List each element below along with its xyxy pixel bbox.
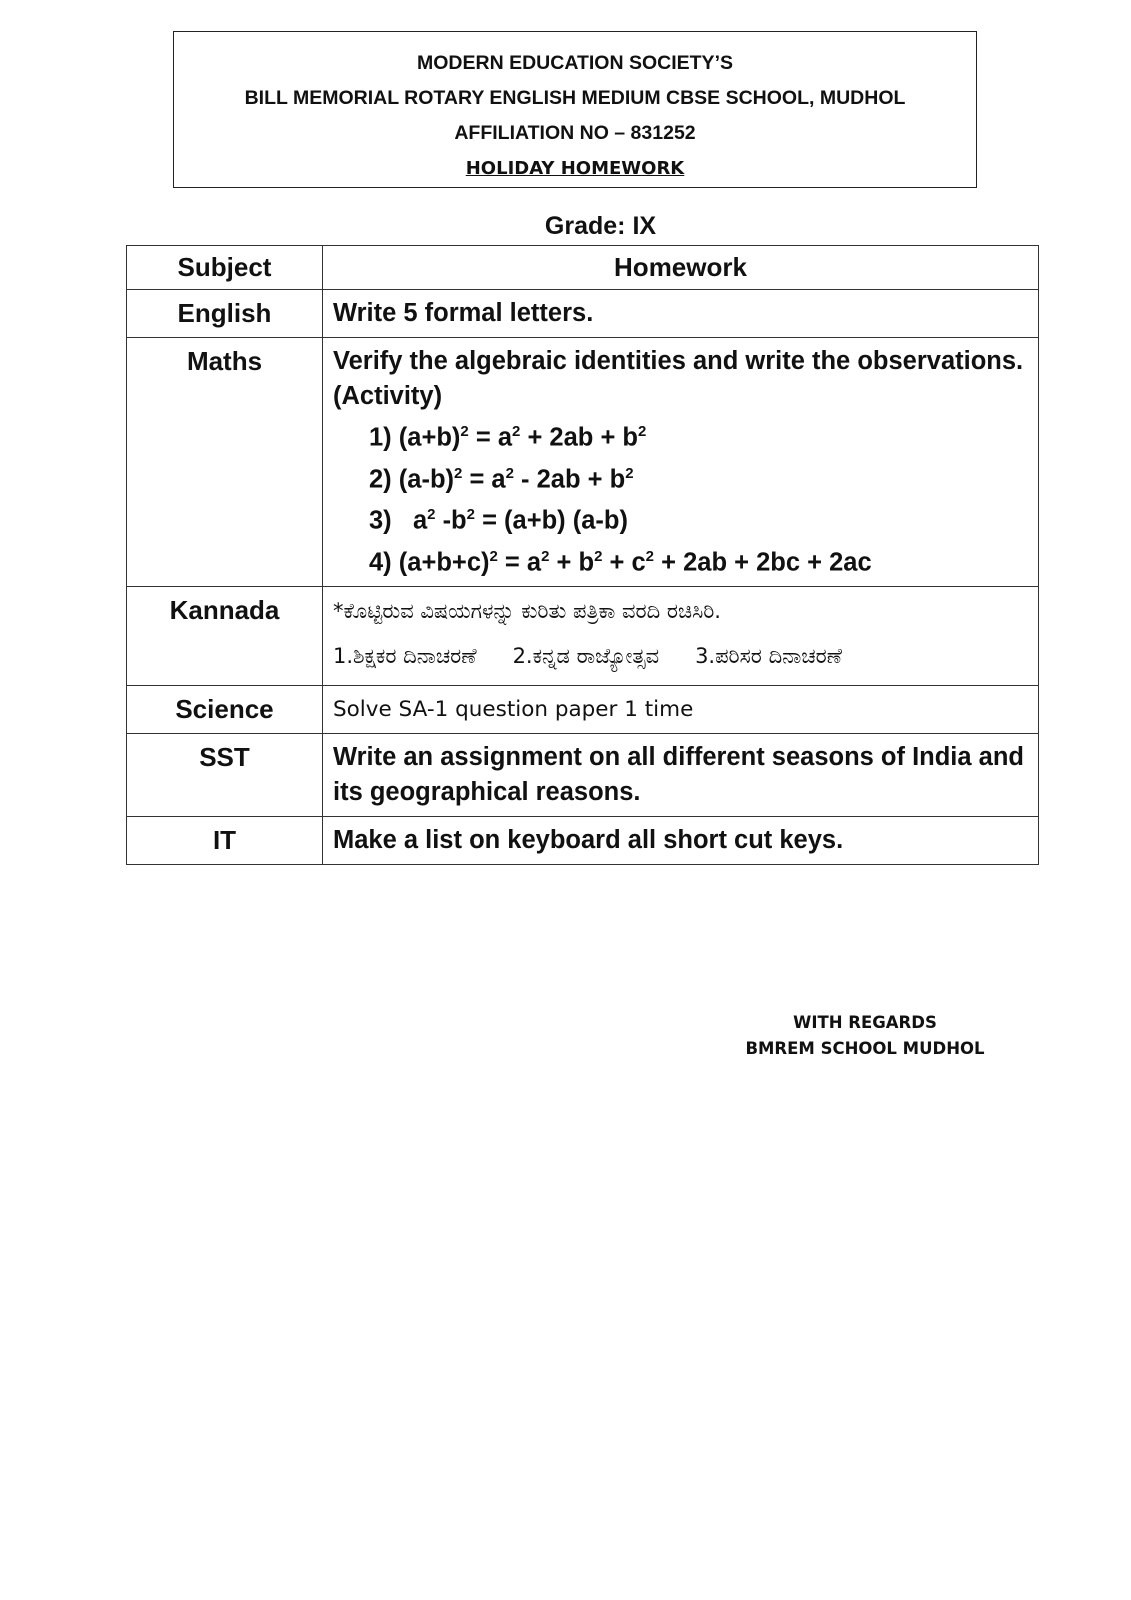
- table-row: [127, 817, 1039, 865]
- homework-english: Write 5 formal letters.: [323, 290, 1039, 338]
- identity-3: 3) $a^2$ $-b^2 = (a+b)$ (a-b): [369, 506, 628, 535]
- school-name: BILL MEMORIAL ROTARY ENGLISH MEDIUM CBSE SCHOOL, MUDHOL: [244, 87, 906, 109]
- identity-4: 4) $(a+b+c)^2 = a^2 + b^2 + c^2 + 2ab + 2bc + 2ac$: [369, 547, 872, 576]
- subject-it: IT: [127, 817, 323, 865]
- homework-column-header: Homework: [323, 246, 1039, 290]
- society-name: MODERN EDUCATION SOCIETY’S: [417, 52, 733, 74]
- grade-label: Grade: IX: [544, 212, 657, 240]
- homework-maths: [323, 338, 1039, 587]
- homework-science: Solve SA-1 question paper 1 time: [323, 686, 1039, 734]
- subject-sst: SST: [127, 734, 323, 817]
- homework-sst: Write an assignment on all different seasons of India and its geographical reasons.: [323, 734, 1039, 817]
- homework-kannada: [323, 587, 1039, 686]
- table-header-row: [127, 246, 1039, 290]
- kannada-instructions: *ಕೊಟ್ಟಿರುವ ವಿಷಯಗಳನ್ನು ಕುರಿತು ಪತ್ರಿಕಾ ವರದಿ ರಚಿಸಿರಿ.: [333, 599, 721, 623]
- kannada-topic-1: 1.ಶಿಕ್ಷಕರ ದಿನಾಚರಣೆ: [333, 644, 477, 668]
- subject-maths: Maths: [127, 338, 323, 587]
- table-row: [127, 686, 1039, 734]
- school-signature: BMREM SCHOOL MUDHOL: [745, 1039, 985, 1058]
- kannada-topic-3: 3.ಪರಿಸರ ದಿನಾಚರಣೆ: [695, 644, 842, 668]
- table-row: [127, 338, 1039, 587]
- table-row: [127, 734, 1039, 817]
- kannada-topic-list: [333, 634, 1028, 679]
- grade-heading: [0, 212, 1131, 241]
- closing-signature: [740, 1010, 990, 1062]
- affiliation-number: AFFILIATION NO – 831252: [454, 122, 696, 144]
- subject-science: Science: [127, 686, 323, 734]
- kannada-topic-2: 2.ಕನ್ನಡ ರಾಜ್ಯೋತ್ಸವ: [512, 644, 660, 668]
- subject-english: English: [127, 290, 323, 338]
- table-row: [127, 290, 1039, 338]
- identity-1: 1) $(a+b)^2 = a^2 + 2ab + b^2$: [369, 423, 647, 452]
- subject-kannada: Kannada: [127, 587, 323, 686]
- school-header-box: [173, 31, 977, 188]
- identity-2: 2) $(a-b)^2 = a^2 - 2ab + b^2$: [369, 464, 634, 493]
- subject-column-header: Subject: [127, 246, 323, 290]
- table-row: [127, 587, 1039, 686]
- closing-line: WITH REGARDS: [793, 1013, 937, 1032]
- identity-list: [333, 414, 1028, 580]
- maths-instructions: Verify the algebraic identities and write the observations.(Activity): [333, 347, 1024, 410]
- document-title: HOLIDAY HOMEWORK: [465, 158, 685, 179]
- homework-it: Make a list on keyboard all short cut keys.: [323, 817, 1039, 865]
- homework-table: [126, 245, 1039, 865]
